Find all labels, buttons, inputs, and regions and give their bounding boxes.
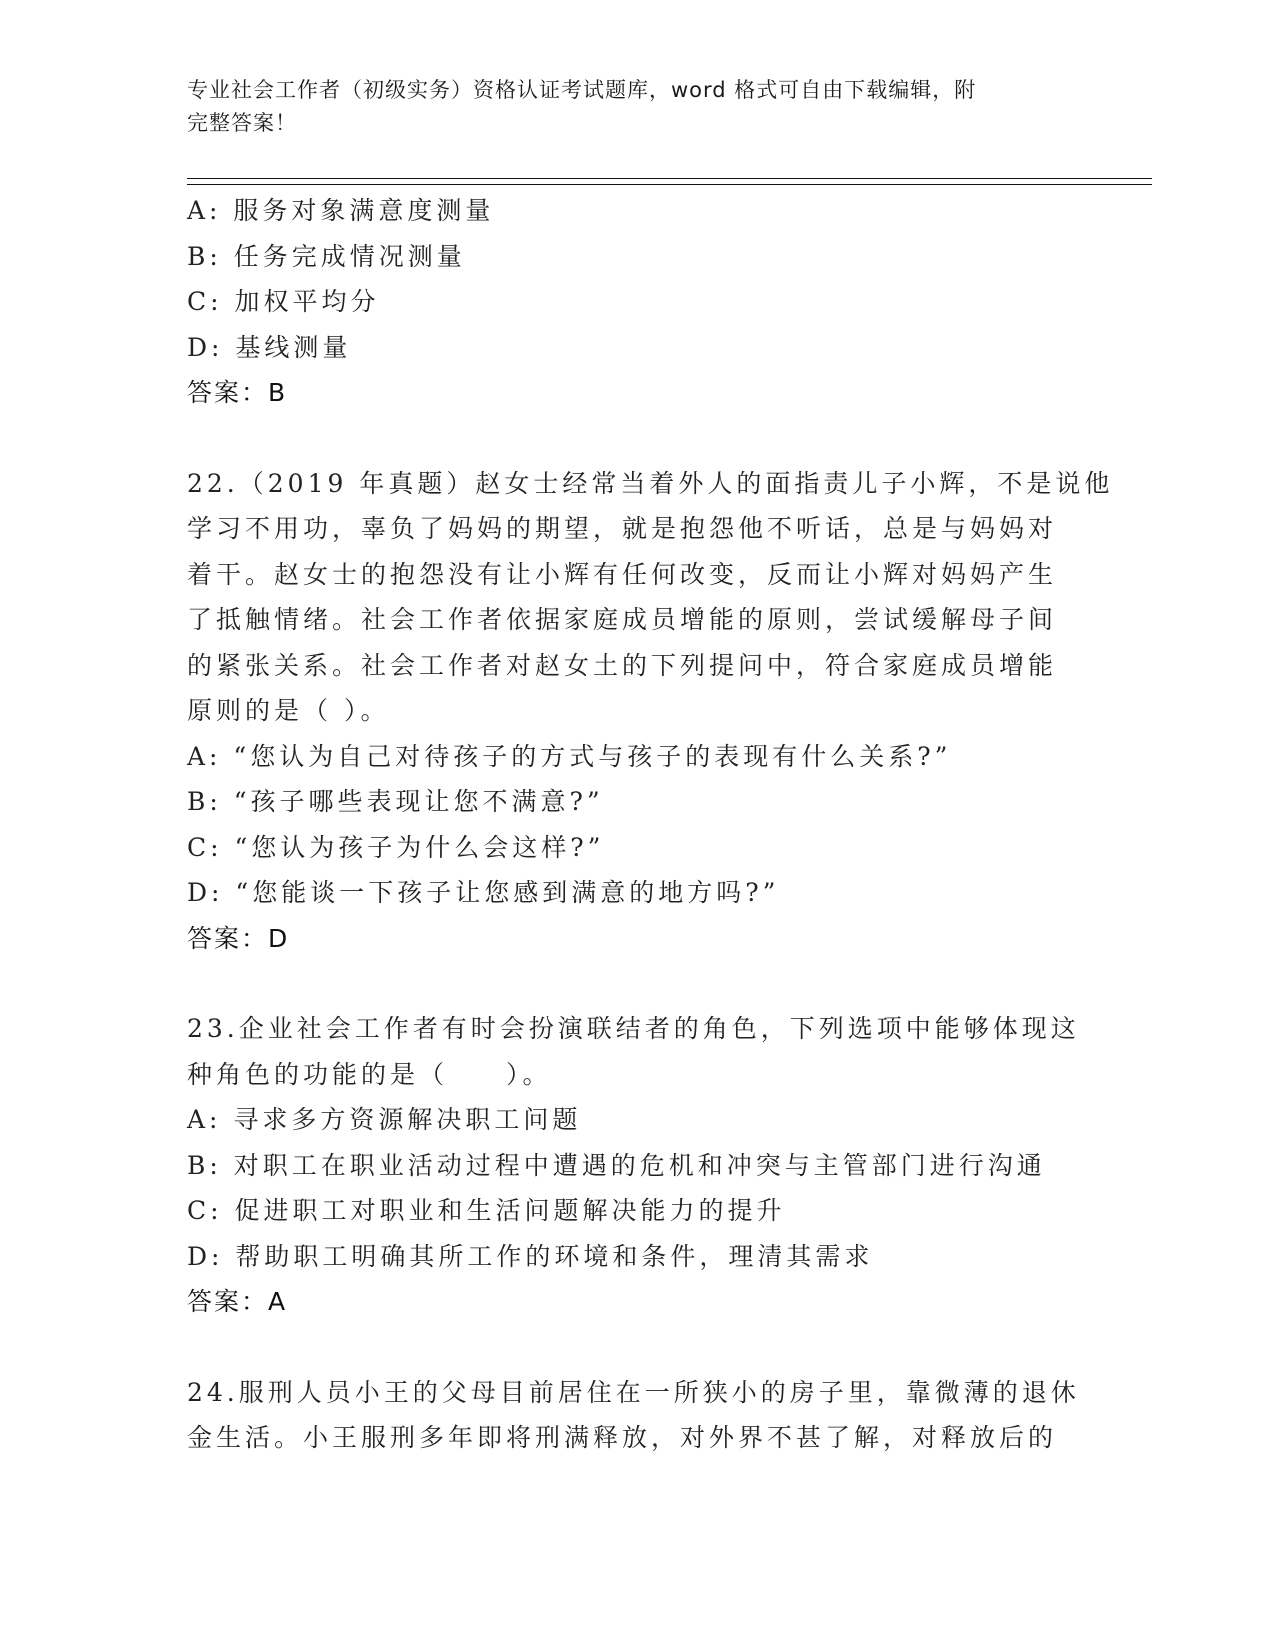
question-stem-line: 原则的是（ ）。 [187, 696, 390, 725]
option-b: B: “孩子哪些表现让您不满意?” [187, 787, 604, 816]
option-d: D: 帮助职工明确其所工作的环境和条件，理清其需求 [187, 1241, 874, 1271]
spacer [187, 1325, 1087, 1370]
option-b: B: 对职工在职业活动过程中遭遇的危机和冲突与主管部门进行沟通 [187, 1150, 1046, 1180]
question-stem-line: 的紧张关系。社会工作者对赵女土的下列提问中，符合家庭成员增能 [187, 650, 1058, 680]
header-rule-bottom [187, 184, 1152, 185]
answer: 答案：B [187, 378, 288, 407]
option-a: A: 服务对象满意度测量 [187, 196, 495, 225]
header-line-2: 完整答案！ [187, 111, 297, 135]
question-22 [187, 461, 1114, 962]
question-24 [187, 1370, 1087, 1461]
document-header [187, 74, 1087, 140]
question-stem-line: 22.（2019 年真题）赵女士经常当着外人的面指责儿子小辉，不是说他 [187, 468, 1114, 498]
question-stem-line: 了抵触情绪。社会工作者依据家庭成员增能的原则，尝试缓解母子间 [187, 605, 1058, 634]
header-line-1: 专业社会工作者（初级实务）资格认证考试题库，word 格式可自由下载编辑，附 [187, 78, 977, 102]
spacer [187, 416, 1087, 461]
question-stem-line: 金生活。小王服刑多年即将刑满释放，对外界不甚了解，对释放后的 [187, 1423, 1058, 1452]
option-d: D: 基线测量 [187, 332, 352, 362]
spacer [187, 961, 1087, 1006]
option-b: B: 任务完成情况测量 [187, 241, 466, 271]
answer: 答案：A [187, 1287, 288, 1316]
option-d: D: “您能谈一下孩子让您感到满意的地方吗?” [187, 878, 780, 907]
option-a: A: “您认为自己对待孩子的方式与孩子的表现有什么关系?” [187, 741, 952, 771]
answer: 答案：D [187, 923, 290, 953]
question-content [187, 188, 1114, 1461]
question-stem-line: 学习不用功，辜负了妈妈的期望，就是抱怨他不听话，总是与妈妈对 [187, 514, 1058, 543]
option-a: A: 寻求多方资源解决职工问题 [187, 1105, 582, 1134]
question-stem-line: 23.企业社会工作者有时会扮演联结者的角色，下列选项中能够体现这 [187, 1014, 1080, 1043]
option-c: C: 促进职工对职业和生活问题解决能力的提升 [187, 1196, 786, 1225]
question-stem-line: 着干。赵女士的抱怨没有让小辉有任何改变，反而让小辉对妈妈产生 [187, 559, 1058, 589]
option-c: C: “您认为孩子为什么会这样?” [187, 832, 605, 862]
question-21 [187, 188, 1087, 416]
question-stem-line: 种角色的功能的是（ ）。 [187, 1059, 552, 1089]
header-rule-top [187, 178, 1152, 179]
question-23 [187, 1006, 1087, 1325]
question-stem-line: 24.服刑人员小王的父母目前居住在一所狭小的房子里，靠微薄的退休 [187, 1377, 1080, 1407]
option-c: C: 加权平均分 [187, 287, 380, 316]
